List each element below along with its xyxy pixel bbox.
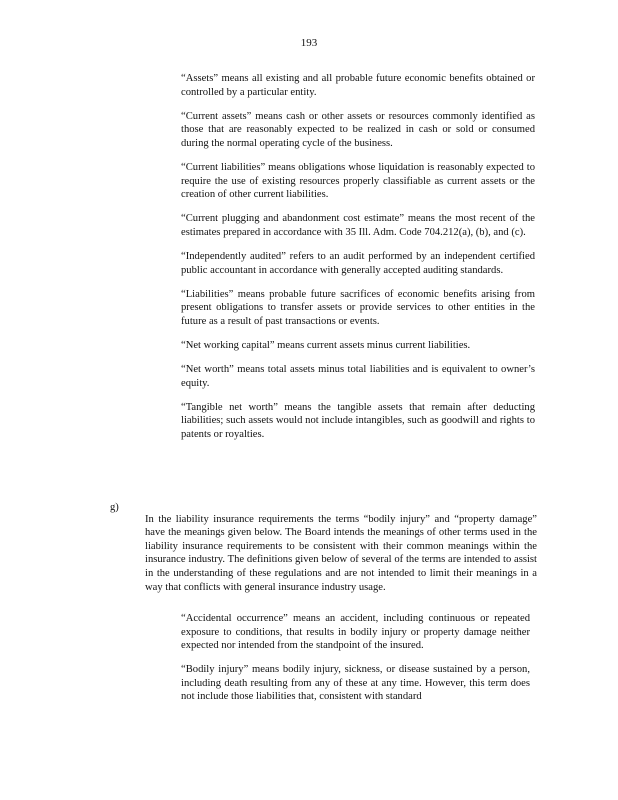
definition-liabilities: “Liabilities” means probable future sacrifices of economic benefits arising from present obligations to transfer assets or provide services to other entities in the future as a result of past transactions or events.: [181, 288, 535, 327]
definition-assets: “Assets” means all existing and all probable future economic benefits obtained or controlled by a particular entity.: [181, 73, 535, 98]
section-g-paragraph: [110, 502, 537, 605]
definition-plugging-cost-estimate: “Current plugging and abandonment cost estimate” means the most recent of the estimates prepared in accordance with 35 Ill. Adm. Code 704.212(a), (b), and (c).: [181, 213, 535, 238]
definition-current-liabilities: “Current liabilities” means obligations whose liquidation is reasonably expected to require the use of existing resources properly classifiable as current assets or the creation of other current liabilities.: [181, 161, 535, 201]
definition-bodily-injury: “Bodily injury” means bodily injury, sickness, or disease sustained by a person, including death resulting from any of these at any time. However, this term does not include those liabilities that, consistent with standard: [181, 664, 530, 703]
definition-net-worth: “Net worth” means total assets minus total liabilities and is equivalent to owner’s equity.: [181, 364, 535, 389]
page-number: 193: [300, 37, 318, 49]
definitions-list-insurance: [181, 612, 530, 715]
section-g-text: In the liability insurance requirements the terms “bodily injury” and “property damage” have the meanings given below. The Board intends the meanings of other terms used in the liability insurance requirements to be consistent with their common meanings within the insurance industry. The definitions given below of several of the terms are intended to assist in the understanding of these regulations and are not intended to limit their meanings in a way that conflicts with general insurance industry usage.: [145, 513, 537, 593]
definition-net-working-capital: “Net working capital” means current assets minus current liabilities.: [181, 339, 471, 351]
definition-current-assets: “Current assets” means cash or other assets or resources commonly identified as those that are reasonably expected to be realized in cash or sold or consumed during the normal operating cycle of the business.: [181, 110, 535, 149]
definition-tangible-net-worth: “Tangible net worth” means the tangible assets that remain after deducting liabilities; such assets would not include intangibles, such as goodwill and rights to patents or royalties.: [181, 401, 535, 440]
definition-accidental-occurrence: “Accidental occurrence” means an accident, including continuous or repeated exposure to conditions, that results in bodily injury or property damage neither expected nor intended from the standpoint of the insured.: [181, 613, 530, 652]
definition-independently-audited: “Independently audited” refers to an audit performed by an independent certified public accountant in accordance with generally accepted auditing standards.: [181, 250, 535, 276]
section-g-marker: g): [110, 502, 119, 513]
definitions-list-financial: [181, 72, 535, 452]
